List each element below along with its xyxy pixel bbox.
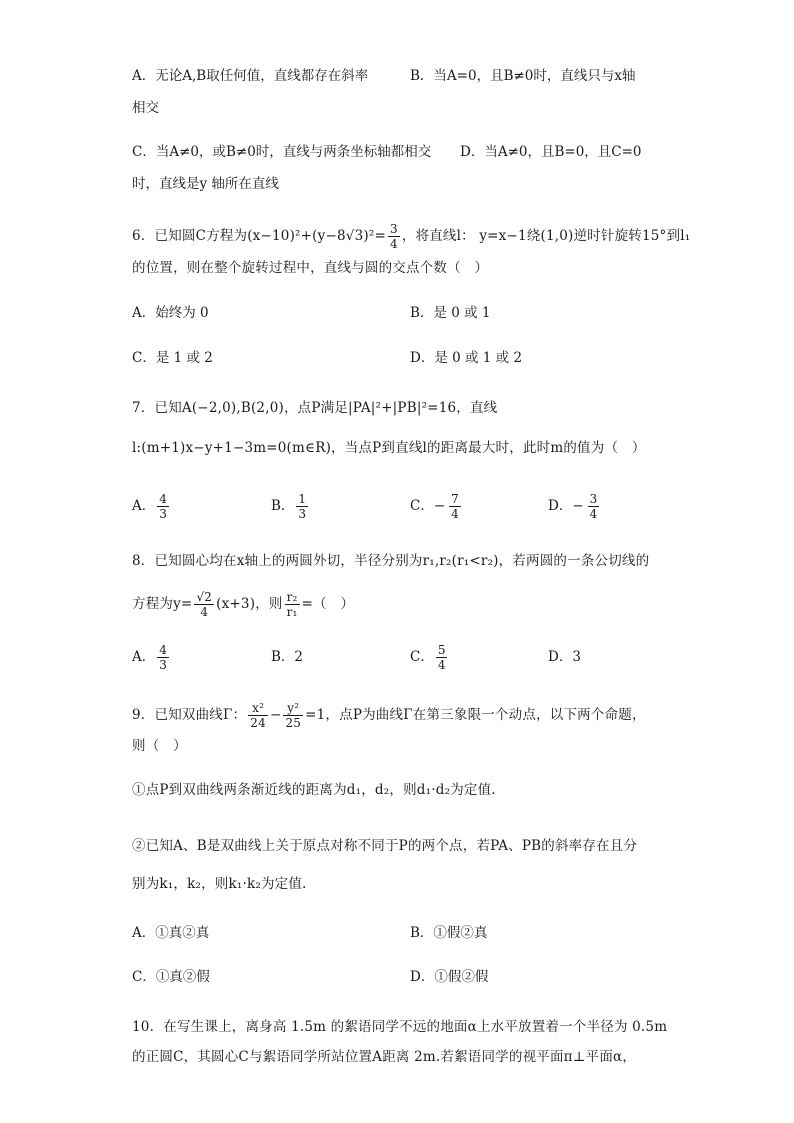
q8-option-d: D．3 [548,649,581,665]
q5-option-a: A．无论A,B取任何值，直线都存在斜率 [132,68,369,84]
q9-option-d: D．①假②假 [410,969,489,985]
q8-option-b: B．2 [271,649,304,665]
q5-option-d-continued: 时，直线是y 轴所在直线 [132,176,279,192]
q8-ratio-fraction: $\frac{\text{r₂}}{\text{r₁}}$ [286,590,298,619]
q8-slope-fraction: $\frac{√2}{4}$ [196,590,213,619]
q9-x-fraction: $\frac{\text{x²}}{24}$ [250,701,266,730]
q9-y-fraction: $\frac{\text{y²}}{25}$ [285,701,302,730]
q7-option-a-fraction: $\frac{4}{3}$ [159,492,167,521]
q7-option-a: A． $\frac{4}{3}$ [132,492,167,521]
q10-stem-line2: 的正圆C，其圆心C与絮语同学所站位置A距离 2m.若絮语同学的视平面π⊥平面α， [132,1049,637,1065]
q8-option-a-fraction: $\frac{4}{3}$ [159,643,167,672]
q6-option-a: A．始终为 0 [132,305,209,321]
q9-statement-2-line2: 别为k₁，k₂，则k₁·k₂为定值. [132,876,307,892]
q9-option-c: C．①真②假 [132,969,210,985]
q9-statement-2-line1: ②已知A、B是双曲线上关于原点对称不同于P的两个点，若PA、PB的斜率存在且分 [132,838,638,854]
q8-stem-line2: 方程为y= $\frac{√2}{4}$ (x+3)，则 $\frac{\text{r₂}}{\text{r₁}}$ =（ ） [132,590,355,619]
q6-stem-line1 [132,222,690,251]
q5-option-c: C．当A≠0，或B≠0时，直线与两条坐标轴都相交 [132,144,432,160]
q5-option-d: D．当A≠0，且B=0，且C=0 [460,144,642,160]
q6-option-d: D．是 0 或 1 或 2 [410,350,523,366]
q10-stem-line1: 10．在写生课上，离身高 1.5m 的絮语同学不远的地面α上水平放置着一个半径为 0.5m [132,1019,668,1035]
q7-option-c-fraction: $\frac{7}{4}$ [451,492,459,521]
q9-option-b: B．①假②真 [410,925,488,941]
q7-stem-line1: 7．已知A(−2,0),B(2,0)，点P满足|PA|²+|PB|²=16，直线 [132,400,498,416]
q8-stem-line1: 8．已知圆心均在x轴上的两圆外切，半径分别为r₁,r₂(r₁<r₂)，若两圆的一条公切线的 [132,553,650,569]
q8-option-c-fraction: $\frac{5}{4}$ [437,643,446,672]
q7-stem-line2: l:(m+1)x−y+1−3m=0(m∈R)，当点P到直线l的距离最大时，此时m的值为（ ） [132,440,646,456]
q7-option-d: D．− $\frac{3}{4}$ [548,492,598,521]
q7-option-b-fraction: $\frac{1}{3}$ [298,492,307,521]
q6-fraction: $\frac{3}{4}$ [389,222,398,251]
q8-option-a: A． $\frac{4}{3}$ [132,643,167,672]
q6-option-b: B．是 0 或 1 [410,305,491,321]
q9-stem-line2: 则（ ） [132,738,187,754]
q6-stem-tail: ，将直线l： y=x−1绕(1,0)逆时针旋转15°到l₁ [401,228,691,244]
q6-option-c: C．是 1 或 2 [132,350,213,366]
q9-option-a: A．①真②真 [132,925,210,941]
q6-stem-line2: 的位置，则在整个旋转过程中，直线与圆的交点个数（ ） [132,260,489,276]
q5-option-b: B．当A=0，且B≠0时，直线只与x轴 [410,68,636,84]
q9-statement-1: ①点P到双曲线两条渐近线的距离为d₁，d₂，则d₁·d₂为定值. [132,782,496,798]
q7-option-b: B． $\frac{1}{3}$ [271,492,307,521]
q5-option-b-continued: 相交 [132,100,159,116]
q7-option-d-fraction: $\frac{3}{4}$ [589,492,598,521]
q6-stem-text: 6．已知圆C方程为(x−10)²+(y−8√3)²= [132,228,386,244]
q7-option-c: C．− $\frac{7}{4}$ [410,492,459,521]
q8-option-c: C． $\frac{5}{4}$ [410,643,446,672]
q9-stem-line1: 9．已知双曲线Γ： $\frac{\text{x²}}{24}$ − $\frac{\text{y²}}{25}$ =1，点P为曲线Γ在第三象限一个动点，以下两个命题， [132,701,646,730]
